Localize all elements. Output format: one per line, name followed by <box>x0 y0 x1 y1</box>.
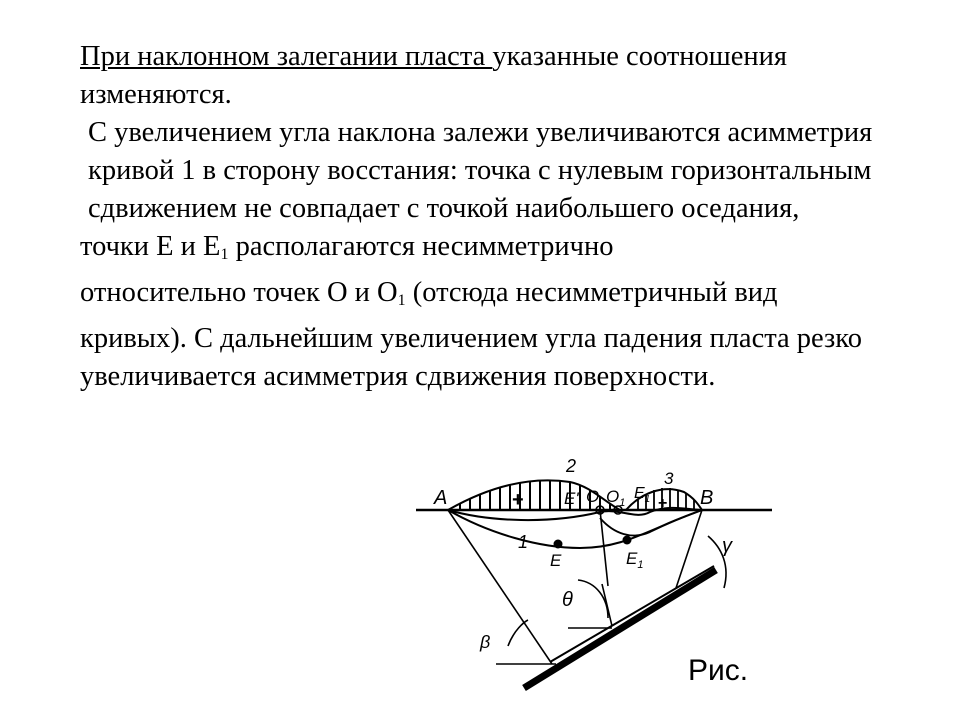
label-plus-right: + <box>658 495 668 512</box>
curve-1-subsidence <box>448 510 702 548</box>
point-e <box>554 540 563 549</box>
label-theta: θ <box>562 589 573 611</box>
point-e1 <box>623 536 632 545</box>
label-e: E <box>550 551 562 570</box>
label-beta: β <box>480 632 491 652</box>
paragraph-3 <box>80 228 900 396</box>
arc-theta <box>578 580 608 618</box>
underlined-phrase: При наклонном залегании пласта <box>80 41 493 72</box>
subsidence-diagram <box>400 448 780 710</box>
p3-sub-2: 1 <box>397 292 406 309</box>
body-text <box>80 38 900 396</box>
paragraph-1-rest: указанные соотношения изменяются. <box>80 41 787 110</box>
paragraph-1 <box>80 38 900 114</box>
p3-part-a: точки Е и Е <box>80 231 221 262</box>
p3-part-b: располагаются несимметрично <box>228 231 614 262</box>
paragraph-2: С увеличением угла наклона залежи увеличиваются асимметрия кривой 1 в сторону восстания: точка с нулевым горизонтальным сдвижением не совпадает с точкой наибольшего оседания, <box>88 117 873 224</box>
label-plus-left: + <box>512 489 524 511</box>
label-curve-1: 1 <box>518 532 529 552</box>
label-curve-3: 3 <box>664 469 674 488</box>
p3-part-e: кривых). С дальнейшим увеличением угла падения пласта резко увеличивается асимметрия сдвижения поверхности. <box>80 323 862 392</box>
p3-part-d: (отсюда несимметричный вид <box>405 277 778 308</box>
label-e1-top: $E_1$ <box>634 485 651 505</box>
label-o1: $O_1$ <box>606 487 626 509</box>
label-b: B <box>700 487 714 509</box>
label-o: O <box>586 487 600 506</box>
label-gamma: γ <box>722 535 732 557</box>
label-e-prime: E' <box>564 489 579 508</box>
p3-part-c: относительно точек О и О <box>80 277 398 308</box>
label-a: A <box>434 487 448 509</box>
seam-inner <box>550 566 714 662</box>
label-e1: $E_1$ <box>626 549 644 571</box>
label-curve-2: 2 <box>566 456 577 476</box>
p3-sub-1: 1 <box>220 246 229 263</box>
figure-caption: Рис. <box>688 654 749 687</box>
